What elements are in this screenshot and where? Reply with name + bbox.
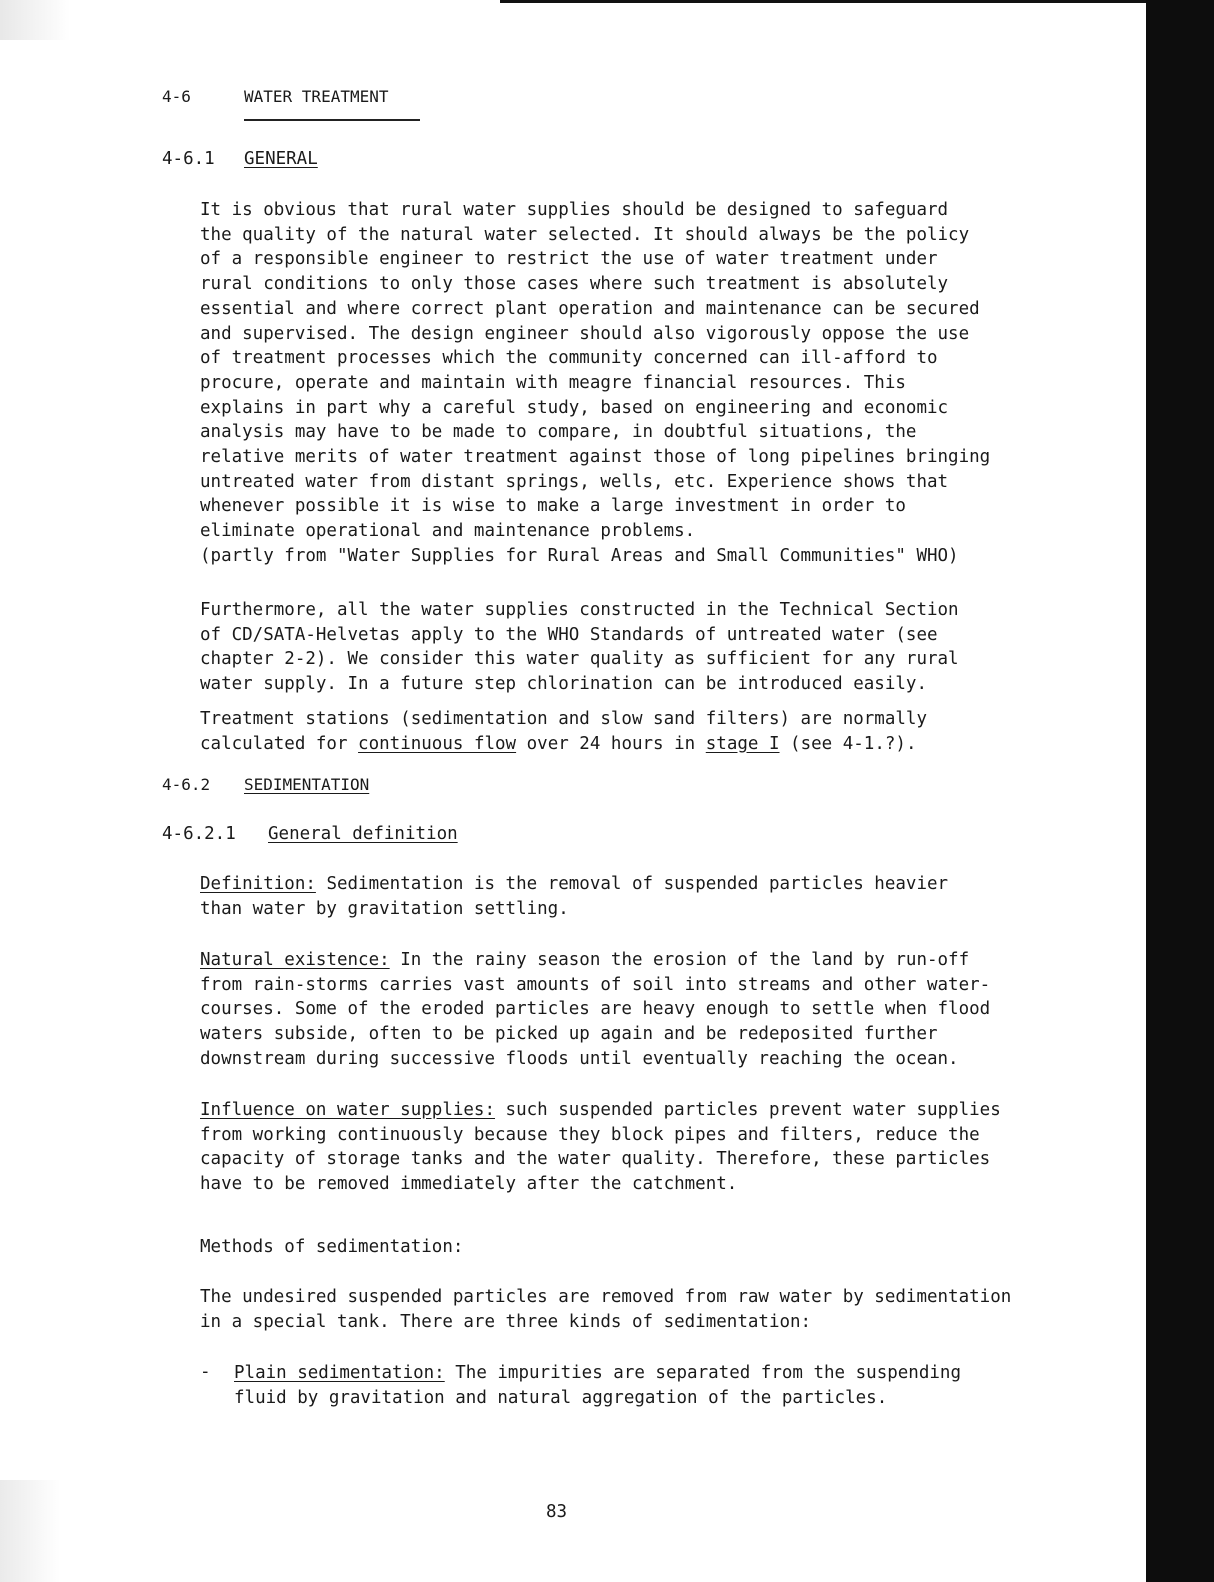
text-line — [234, 1361, 1174, 1386]
text-fragment: Sedimentation is the removal of suspended particles heavier — [315, 874, 949, 894]
scan-right-edge — [1146, 0, 1214, 1582]
definition-paragraph — [200, 872, 1140, 921]
text-fragment: The impurities are separated from the suspending — [444, 1363, 961, 1383]
text-line: of treatment processes which the community concerned can ill-afford to — [200, 348, 938, 369]
text-fragment: such suspended particles prevent water supplies — [495, 1100, 1001, 1120]
text-line: than water by gravitation settling. — [200, 898, 569, 919]
plain-sedimentation-item — [234, 1361, 1174, 1410]
sedimentation-title: SEDIMENTATION — [244, 775, 370, 794]
bullet-dash: - — [200, 1362, 211, 1382]
text-line: relative merits of water treatment against those of long pipelines bringing — [200, 447, 991, 468]
text-line: have to be removed immediately after the catchment. — [200, 1174, 738, 1195]
page-number: 83 — [546, 1502, 568, 1522]
text-line: fluid by gravitation and natural aggregation of the particles. — [234, 1387, 888, 1408]
plain-sedimentation-label: Plain sedimentation: — [234, 1363, 445, 1383]
methods-heading: Methods of sedimentation: — [200, 1237, 464, 1257]
influence-paragraph — [200, 1098, 1140, 1197]
text-fragment: calculated for — [200, 733, 359, 754]
text-line: waters subside, often to be picked up again and be redeposited further — [200, 1024, 938, 1045]
text-line: analysis may have to be made to compare, in doubtful situations, the — [200, 422, 917, 443]
text-line — [200, 1098, 1140, 1123]
text-line: courses. Some of the eroded particles are heavy enough to settle when flood — [200, 999, 991, 1020]
text-line: untreated water from distant springs, wells, etc. Experience shows that — [200, 471, 949, 492]
text-line — [200, 948, 1140, 973]
general-number: 4-6.1 — [162, 149, 215, 169]
general-paragraph-1 — [200, 198, 1140, 569]
text-line: explains in part why a careful study, based on engineering and economic — [200, 397, 949, 418]
general-title: GENERAL — [244, 149, 318, 169]
text-line: water supply. In a future step chlorination can be introduced easily. — [200, 674, 927, 695]
text-line — [200, 872, 1140, 897]
text-fragment: (see 4-1.?). — [779, 733, 917, 754]
text-line: from rain-storms carries vast amounts of soil into streams and other water- — [200, 974, 991, 995]
text-fragment: In the rainy season the erosion of the land by run-off — [389, 950, 970, 970]
general-definition-number: 4-6.2.1 — [162, 824, 236, 844]
text-line: and supervised. The design engineer should also vigorously oppose the use — [200, 323, 970, 344]
text-line: It is obvious that rural water supplies should be designed to safeguard — [200, 200, 949, 220]
continuous-flow-underlined: continuous flow — [358, 733, 517, 754]
text-line — [200, 732, 1140, 757]
text-fragment: over 24 hours in — [516, 733, 706, 754]
text-line: The undesired suspended particles are removed from raw water by sedimentation — [200, 1287, 1012, 1307]
influence-label: Influence on water supplies: — [200, 1100, 496, 1120]
text-line: in a special tank. There are three kinds of sedimentation: — [200, 1311, 812, 1332]
sedimentation-number: 4-6.2 — [162, 775, 211, 794]
text-line: rural conditions to only those cases where such treatment is absolutely — [200, 274, 949, 295]
section-title-rule — [244, 119, 420, 121]
text-line: whenever possible it is wise to make a large investment in order to — [200, 496, 906, 517]
text-line: Furthermore, all the water supplies constructed in the Technical Section — [200, 600, 959, 620]
natural-existence-label: Natural existence: — [200, 950, 390, 970]
text-line: capacity of storage tanks and the water quality. Therefore, these particles — [200, 1149, 991, 1170]
stage-i-underlined: stage I — [705, 733, 780, 754]
general-definition-title: General definition — [268, 824, 458, 844]
text-line: essential and where correct plant operation and maintenance can be secured — [200, 298, 980, 319]
text-line: procure, operate and maintain with meagre financial resources. This — [200, 372, 906, 393]
section-title: WATER TREATMENT — [244, 87, 389, 106]
text-line: the quality of the natural water selected. It should always be the policy — [200, 224, 970, 245]
text-line: Treatment stations (sedimentation and slow sand filters) are normally — [200, 709, 927, 729]
definition-label: Definition: — [200, 874, 316, 894]
text-line: eliminate operational and maintenance problems. — [200, 521, 696, 542]
text-line: from working continuously because they block pipes and filters, reduce the — [200, 1124, 980, 1145]
citation-line: (partly from "Water Supplies for Rural Areas and Small Communities" WHO) — [200, 545, 959, 566]
methods-intro-paragraph — [200, 1285, 1140, 1334]
text-line: of CD/SATA-Helvetas apply to the WHO Standards of untreated water (see — [200, 624, 938, 645]
general-paragraph-3 — [200, 707, 1140, 756]
scan-smudge-bottom — [0, 1480, 60, 1582]
general-paragraph-2 — [200, 598, 1140, 697]
scan-top-rule — [500, 0, 1160, 3]
section-number: 4-6 — [162, 87, 191, 106]
text-line: of a responsible engineer to restrict the use of water treatment under — [200, 249, 938, 270]
text-line: chapter 2-2). We consider this water quality as sufficient for any rural — [200, 649, 959, 670]
text-line: downstream during successive floods until eventually reaching the ocean. — [200, 1048, 959, 1069]
natural-existence-paragraph — [200, 948, 1140, 1072]
scan-smudge-top — [0, 0, 70, 40]
